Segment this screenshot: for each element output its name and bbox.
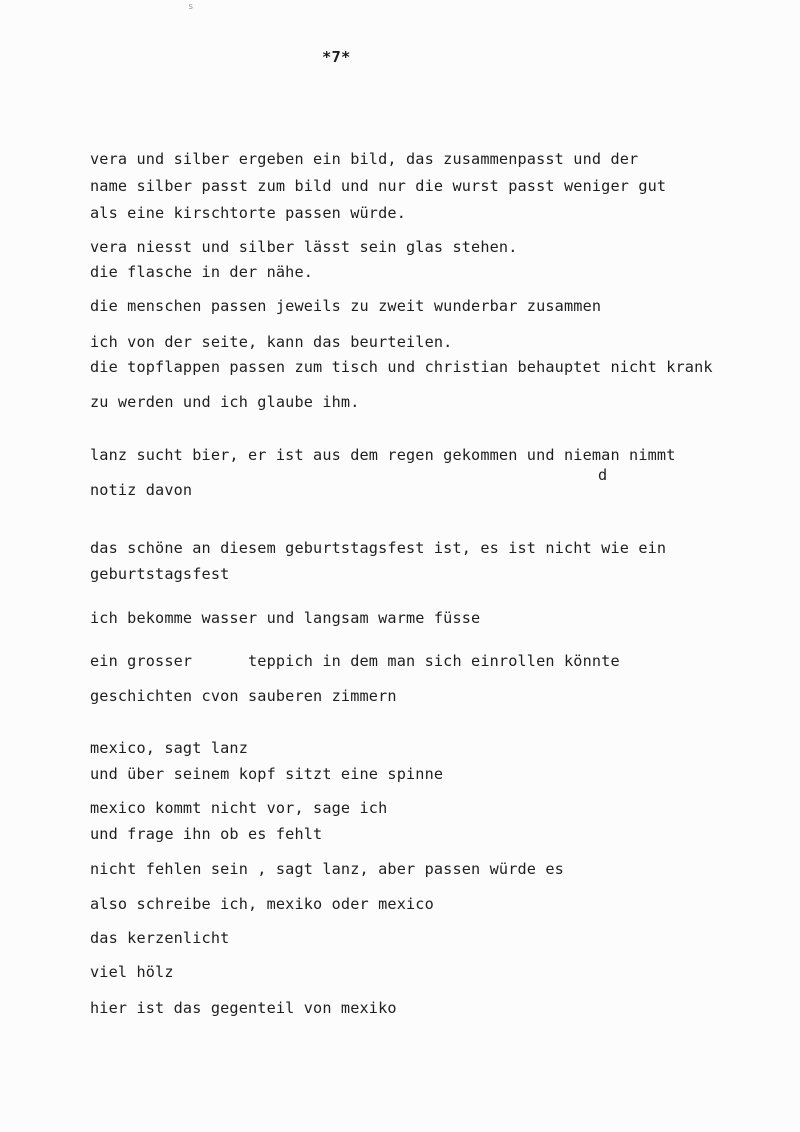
text-line: ein grosser teppich in dem man sich einrollen könnte xyxy=(90,652,620,670)
corner-mark: s xyxy=(188,2,194,12)
text-line: notiz davon xyxy=(90,481,193,499)
text-line: hier ist das gegenteil von mexiko xyxy=(90,999,397,1017)
text-line: lanz sucht bier, er ist aus dem regen gekommen und nieman nimmt xyxy=(90,446,676,464)
text-line: geschichten cvon sauberen zimmern xyxy=(90,687,397,705)
text-line: vera niesst und silber lässt sein glas stehen. xyxy=(90,238,518,256)
text-line: das kerzenlicht xyxy=(90,929,230,947)
text-line: die topflappen passen zum tisch und christian behauptet nicht krank xyxy=(90,358,713,376)
text-line: also schreibe ich, mexiko oder mexico xyxy=(90,895,434,913)
text-line: nicht fehlen sein , sagt lanz, aber passen würde es xyxy=(90,860,564,878)
text-line: als eine kirschtorte passen würde. xyxy=(90,204,406,222)
text-line: viel hölz xyxy=(90,963,174,981)
text-line: das schöne an diesem geburtstagsfest ist, es ist nicht wie ein xyxy=(90,539,667,557)
text-line: vera und silber ergeben ein bild, das zusammenpasst und der xyxy=(90,150,639,168)
text-line: mexico, sagt lanz xyxy=(90,739,248,757)
text-line: und frage ihn ob es fehlt xyxy=(90,825,323,843)
inserted-letter: d xyxy=(598,466,608,484)
text-line: die menschen passen jeweils zu zweit wunderbar zusammen xyxy=(90,297,602,315)
text-line: ich bekomme wasser und langsam warme füsse xyxy=(90,609,481,627)
text-line: ich von der seite, kann das beurteilen. xyxy=(90,333,453,351)
text-line: geburtstagsfest xyxy=(90,565,230,583)
text-line: zu werden und ich glaube ihm. xyxy=(90,393,360,411)
text-line: und über seinem kopf sitzt eine spinne xyxy=(90,765,444,783)
text-line: name silber passt zum bild und nur die wurst passt weniger gut xyxy=(90,177,667,195)
page-number: *7* xyxy=(322,48,351,66)
text-line: mexico kommt nicht vor, sage ich xyxy=(90,799,388,817)
text-line: die flasche in der nähe. xyxy=(90,263,314,281)
